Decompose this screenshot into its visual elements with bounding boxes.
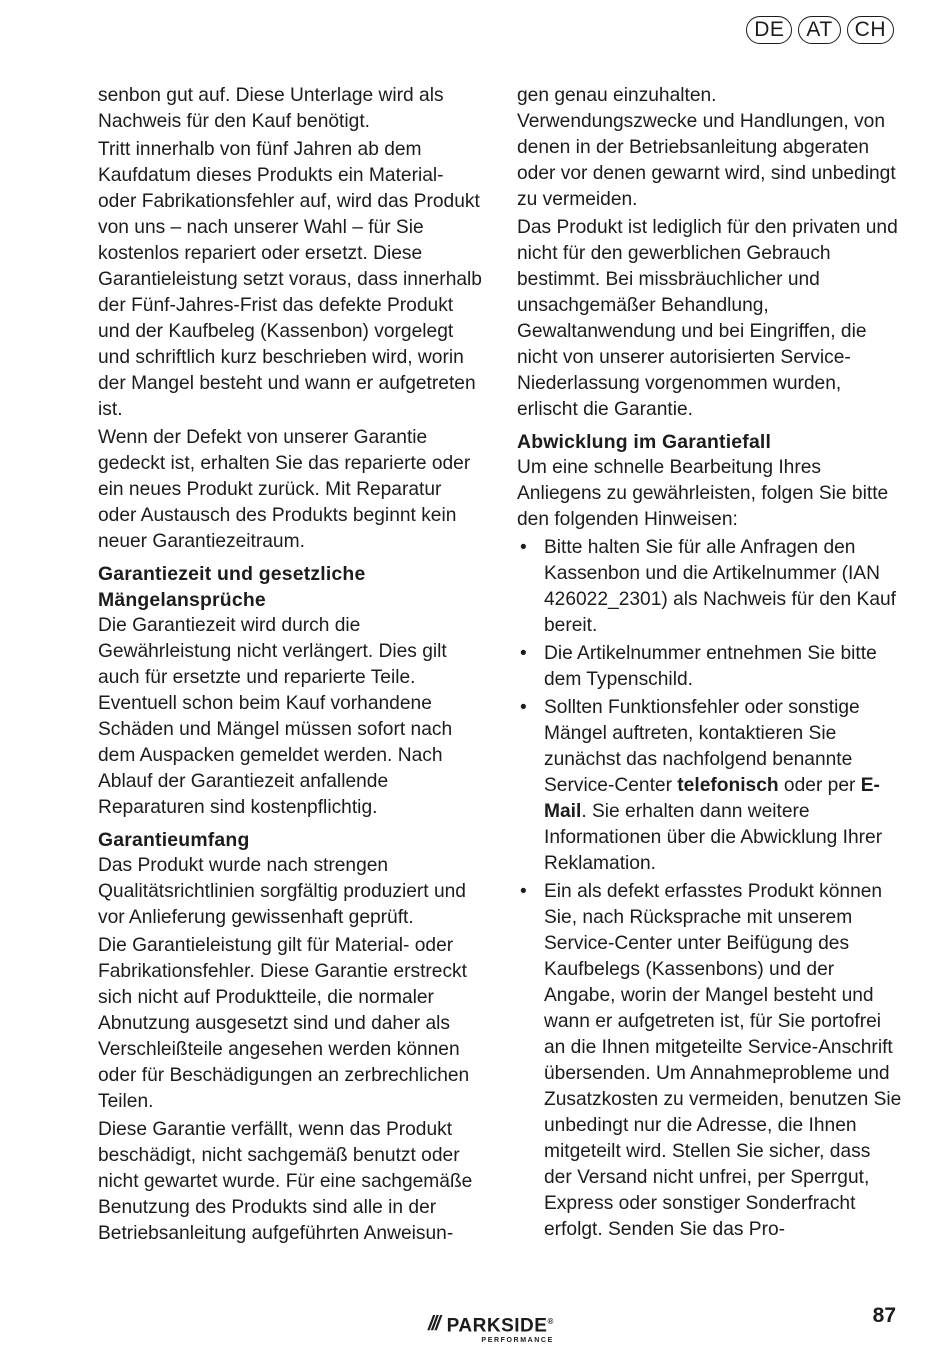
logo-brand: PARKSIDE	[446, 1315, 548, 1337]
right-column	[517, 83, 902, 1245]
list-item: • Die Artikelnummer entnehmen Sie bitte dem Typenschild.	[517, 641, 902, 693]
list-item	[517, 695, 902, 877]
registered-mark: ®	[547, 1317, 554, 1326]
country-badges	[746, 16, 894, 44]
bullet-list	[517, 535, 902, 1243]
logo-brand-line	[447, 1312, 554, 1336]
country-badge-ch: CH	[847, 16, 894, 44]
list-item-text: Sollten Funktionsfehler oder sonstige Mängel auftreten, kontaktieren Sie zunächst das nachfolgend benannte Service-Center	[544, 697, 860, 796]
logo-text	[447, 1312, 554, 1345]
country-badge-at: AT	[798, 16, 840, 44]
logo-sub: PERFORMANCE	[481, 1337, 554, 1345]
section-heading: Garantieumfang	[98, 829, 250, 851]
list-item-text: . Sie erhalten dann weitere Informationen über die Abwicklung Ihrer Reklamation.	[544, 801, 883, 874]
bold-text-email: E-Mail	[544, 775, 880, 822]
paragraph: gen genau einzuhalten. Verwendungszwecke und Handlungen, von denen in der Betriebsanleitung abgeraten oder vor denen gewarnt wird, sind unbedingt zu vermeiden.	[517, 85, 896, 210]
paragraph: Diese Garantie verfällt, wenn das Produkt beschädigt, nicht sachgemäß benutzt oder nicht gewartet wurde. Für eine sachgemäße Benutzung des Produkts sind alle in der Betriebsanleitung aufgeführten Anweisun-	[98, 1119, 473, 1244]
section-heading: Garantiezeit und gesetzliche Mängelansprüche	[98, 563, 366, 611]
paragraph: senbon gut auf. Diese Unterlage wird als Nachweis für den Kauf benötigt.	[98, 85, 444, 132]
bold-text-phone: telefonisch	[677, 775, 779, 796]
list-item: • Bitte halten Sie für alle Anfragen den Kassenbon und die Artikelnummer (IAN 426022_2301) als Nachweis für den Kauf bereit.	[517, 535, 902, 639]
page-number: 87	[872, 1304, 896, 1327]
paragraph: Tritt innerhalb von fünf Jahren ab dem Kaufdatum dieses Produkts ein Material- oder Fabrikationsfehler auf, wird das Produkt von uns – nach unserer Wahl – für Sie kostenlos repariert oder ersetzt. Diese Garantieleistung setzt voraus, dass innerhalb der Fünf-Jahres-Frist das defekte Produkt und der Kaufbeleg (Kassenbon) vorgelegt und schriftlich kurz beschrieben wird, worin der Mangel besteht und wann er aufgetreten ist.	[98, 139, 482, 420]
paragraph: Um eine schnelle Bearbeitung Ihres Anliegens zu gewährleisten, folgen Sie bitte den folgenden Hinweisen:	[517, 457, 889, 530]
parkside-logo	[428, 1312, 554, 1345]
paragraph: Die Garantiezeit wird durch die Gewährleistung nicht verlängert. Dies gilt auch für ersetzte und reparierte Teile. Eventuell schon beim Kauf vorhandene Schäden und Mängel müssen sofort nach dem Auspacken gemeldet werden. Nach Ablauf der Garantiezeit anfallende Reparaturen sind kostenpflichtig.	[98, 615, 453, 818]
section-heading: Abwicklung im Garantiefall	[517, 431, 772, 453]
left-column	[98, 83, 483, 1249]
paragraph: Das Produkt wurde nach strengen Qualitätsrichtlinien sorgfältig produziert und vor Anlieferung gewissenhaft geprüft.	[98, 855, 466, 928]
paragraph: Die Garantieleistung gilt für Material- oder Fabrikationsfehler. Diese Garantie erstreckt sich nicht auf Produktteile, die normaler Abnutzung ausgesetzt sind und daher als Verschleißteile angesehen werden können oder für Beschädigungen an zerbrechlichen Teilen.	[98, 935, 470, 1112]
list-item-text: oder per	[778, 775, 861, 796]
paragraph: Das Produkt ist lediglich für den privaten und nicht für den gewerblichen Gebrauch bestimmt. Bei missbräuchlicher und unsachgemäßer Behandlung, Gewaltanwendung und bei Eingriffen, die nicht von unserer autorisierten Service-Niederlassung vorgenommen wurden, erlischt die Garantie.	[517, 217, 898, 420]
paragraph: Wenn der Defekt von unserer Garantie gedeckt ist, erhalten Sie das reparierte oder ein neues Produkt zurück. Mit Reparatur oder Austausch des Produkts beginnt kein neuer Garantiezeitraum.	[98, 427, 471, 552]
country-badge-de: DE	[746, 16, 792, 44]
list-item: • Ein als defekt erfasstes Produkt können Sie, nach Rücksprache mit unserem Service-Center unter Beifügung des Kaufbelegs (Kassenbons) und der Angabe, worin der Mangel besteht und wann er aufgetreten ist, für Sie portofrei an die Ihnen mitgeteilte Service-Anschrift übersenden. Um Annahmeprobleme und Zusatzkosten zu vermeiden, benutzen Sie unbedingt nur die Adresse, die Ihnen mitgeteilt wird. Stellen Sie sicher, dass der Versand nicht unfrei, per Sperrgut, Express oder sonstiger Sonderfracht erfolgt. Senden Sie das Pro-	[517, 879, 902, 1243]
logo-slashes-icon: ///	[428, 1313, 439, 1335]
